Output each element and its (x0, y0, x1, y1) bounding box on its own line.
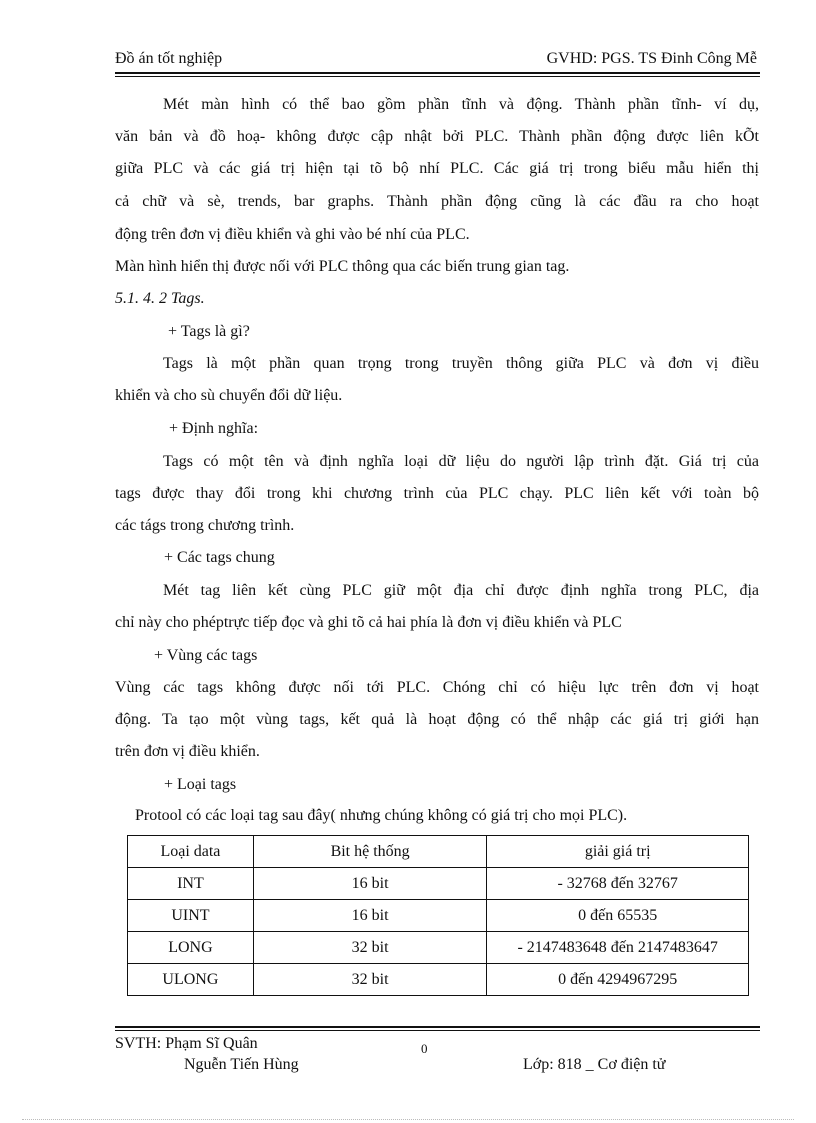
table-row (128, 868, 749, 900)
footer-student-2: Nguễn Tiến Hùng (184, 1056, 299, 1073)
paragraph-line: trên đơn vị điều khiển. (115, 743, 260, 760)
footer-student: SVTH: Phạm Sĩ Quân (115, 1035, 258, 1052)
table-cell: 0 đến 4294967295 (487, 964, 749, 996)
paragraph-line: Mét tag liên kết cùng PLC giữ một địa chỉ được định nghĩa trong PLC, địa (163, 582, 759, 599)
paragraph-line: cả chữ và sè, trends, bar graphs. Thành phần động cũng là các đầu ra cho hoạt (115, 193, 759, 210)
subheading: + Các tags chung (164, 549, 275, 566)
table-cell: ULONG (128, 964, 254, 996)
header-supervisor: GVHD: PGS. TS Đinh Công Mễ (546, 50, 757, 67)
table-cell: 16 bit (253, 900, 487, 932)
subheading: + Vùng các tags (154, 647, 258, 664)
paragraph-line: khiển và cho sù chuyển đổi dữ liệu. (115, 387, 343, 404)
table-row (128, 900, 749, 932)
section-heading: 5.1. 4. 2 Tags. (115, 290, 205, 307)
table-cell: 32 bit (253, 932, 487, 964)
table-header-row (128, 836, 749, 868)
paragraph-line: Mét màn hình có thể bao gồm phần tĩnh và động. Thành phần tĩnh- ví dụ, (163, 96, 759, 113)
footer-rule-thin (115, 1030, 760, 1031)
paragraph-line: Vùng các tags không được nối tới PLC. Chóng chỉ có hiệu lực trên đơn vị hoạt (115, 679, 759, 696)
table-cell: 0 đến 65535 (487, 900, 749, 932)
table-row (128, 964, 749, 996)
paragraph-line: các tágs trong chương trình. (115, 517, 295, 534)
column-header: Bit hệ thống (253, 836, 487, 868)
page-edge-dots (22, 1119, 794, 1120)
header-title: Đồ án tốt nghiệp (115, 50, 223, 67)
paragraph-line: động. Ta tạo một vùng tags, kết quả là hoạt động có thể nhập các giá trị giới hạn (115, 711, 759, 728)
table-cell: INT (128, 868, 254, 900)
table-cell: UINT (128, 900, 254, 932)
page-number: 0 (421, 1041, 428, 1056)
table-cell: 32 bit (253, 964, 487, 996)
header-rule (115, 72, 760, 74)
table-row (128, 932, 749, 964)
subheading: + Định nghĩa: (169, 420, 259, 437)
footer-rule (115, 1026, 760, 1028)
footer-class: Lớp: 818 _ Cơ điện tử (523, 1056, 666, 1073)
paragraph-line: động trên đơn vị điều khiển và ghi vào bé nhí của PLC. (115, 226, 470, 243)
table-cell: LONG (128, 932, 254, 964)
data-types-table (127, 835, 749, 996)
paragraph-line: văn bản và đồ hoạ- không được cập nhật bởi PLC. Thành phần động được liên kÕt (115, 128, 759, 145)
paragraph-line: Tags có một tên và định nghĩa loại dữ liệu do người lập trình đặt. Giá trị của (163, 453, 759, 470)
header-rule-thin (115, 76, 760, 77)
subheading: + Tags là gì? (168, 323, 250, 340)
table-cell: - 2147483648 đến 2147483647 (487, 932, 749, 964)
page-header (115, 48, 759, 74)
paragraph-line: giữa PLC và các giá trị hiện tại tõ bộ nhí PLC. Các giá trị trong biểu mẫu hiển thị (115, 160, 759, 177)
paragraph-line: Màn hình hiển thị được nối với PLC thông qua các biến trung gian tag. (115, 258, 570, 275)
table-cell: - 32768 đến 32767 (487, 868, 749, 900)
subheading: + Loại tags (164, 776, 237, 793)
column-header: Loại data (128, 836, 254, 868)
table-caption: Protool có các loại tag sau đây( nhưng chúng không có giá trị cho mọi PLC). (135, 807, 628, 824)
column-header: giải giá trị (487, 836, 749, 868)
table-cell: 16 bit (253, 868, 487, 900)
paragraph-line: tags được thay đổi trong khi chương trình của PLC chạy. PLC liên kết với toàn bộ (115, 485, 759, 502)
paragraph-line: Tags là một phần quan trọng trong truyền thông giữa PLC và đơn vị điều (163, 355, 759, 372)
paragraph-line: chỉ này cho phéptrực tiếp đọc và ghi tõ cả hai phía là đơn vị điều khiển và PLC (115, 614, 622, 631)
